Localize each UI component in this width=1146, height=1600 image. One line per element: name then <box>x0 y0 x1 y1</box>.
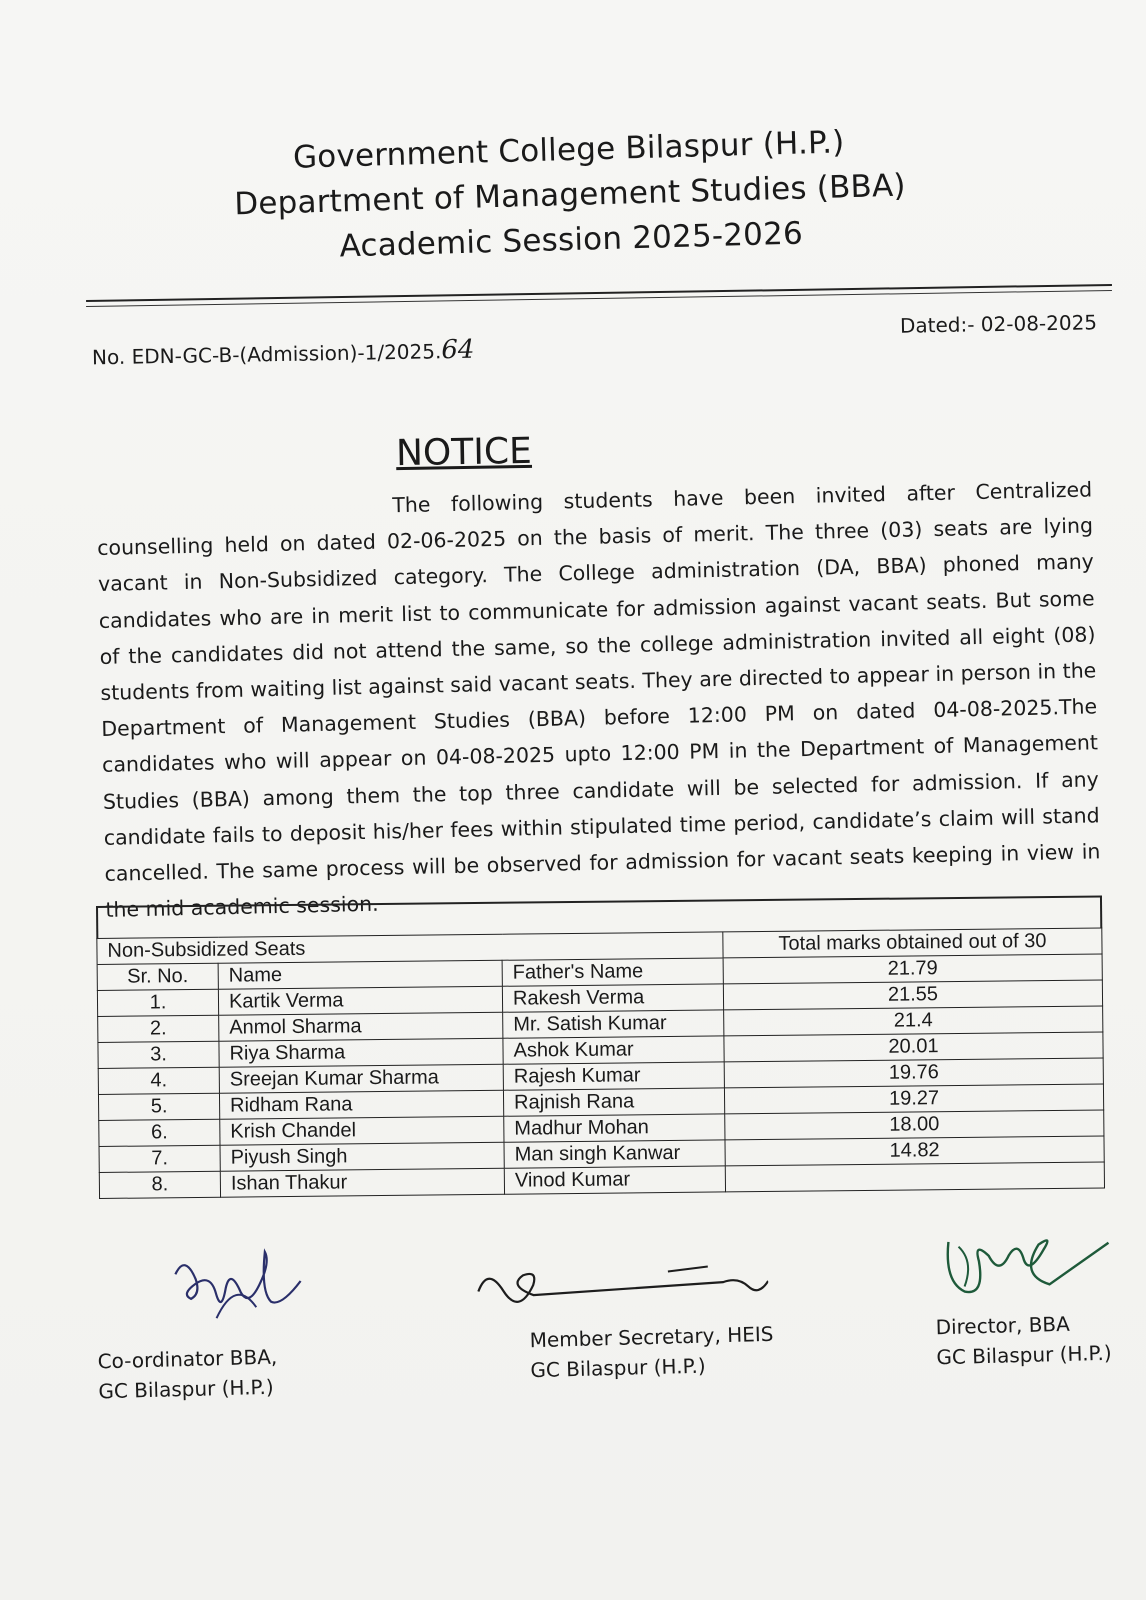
notice-title: NOTICE <box>395 430 533 475</box>
candidates-table-wrapper <box>96 895 1105 1199</box>
table-caption: Non-Subsidized Seats <box>97 932 723 965</box>
table-cell-name: Piyush Singh <box>220 1142 504 1171</box>
table-cell-name: Kartik Verma <box>218 986 502 1015</box>
table-cell-sr: 7. <box>99 1145 220 1172</box>
table-cell-sr: 8. <box>99 1171 220 1198</box>
table-cell-empty <box>725 1162 1104 1192</box>
table-cell-sr: 6. <box>99 1119 220 1146</box>
signature-director-icon <box>933 1228 1116 1343</box>
notice-body <box>96 471 1102 928</box>
table-cell-name: Ishan Thakur <box>220 1168 504 1197</box>
table-cell-father: Ashok Kumar <box>503 1036 724 1064</box>
notice-body-text: The following students have been invited after Centralized counselling held on dated 02-06-2025 on the basis of merit. The three (03) seats are lying vacant in Non-Subsidized category. The College administration (DA, BBA) phoned many candidates who are in merit list to communicate for admission against vacant seats. But some of the candidates did not attend the same, so the college administration invited all eight (08) students from waiting list against said vacant seats. They are directed to appear in person in the Department of Management Studies (BBA) before 12:00 PM on dated 04-08-2025.The candidates who will appear on 04-08-2025 upto 12:00 PM in the Department of Management Studies (BBA) among them the top three candidate will be selected for admission. If any candidate fails to deposit his/her fees within stipulated time period, candidate’s claim will stand cancelled. The same process will be observed for admission for vacant seats keeping in view in the mid academic session. <box>96 477 1101 923</box>
department-name: Department of Management Studies (BBA) <box>233 167 907 223</box>
col-header-name: Name <box>218 960 502 989</box>
signatory-coordinator <box>97 1342 278 1407</box>
table-cell-marks: 21.55 <box>723 980 1102 1010</box>
reference-number <box>92 335 475 372</box>
reference-handwritten-number: 64 <box>441 334 475 366</box>
table-cell-marks: 18.00 <box>725 1110 1104 1140</box>
table-cell-name: Krish Chandel <box>220 1116 504 1145</box>
academic-session: Academic Session 2025-2026 <box>339 215 804 265</box>
table-cell-marks: 14.82 <box>725 1136 1104 1166</box>
table-cell-sr: 3. <box>98 1041 219 1068</box>
reference-prefix: No. EDN-GC-B-(Admission)-1/2025. <box>91 339 442 370</box>
table-cell-marks: 19.76 <box>724 1058 1103 1088</box>
document-header <box>148 116 991 274</box>
table-cell-father: Rajesh Kumar <box>503 1062 724 1090</box>
candidates-table <box>96 927 1105 1199</box>
signatory-member-secretary <box>529 1319 774 1385</box>
table-cell-name: Riya Sharma <box>219 1038 503 1067</box>
member-secretary-place: GC Bilaspur (H.P.) <box>530 1353 706 1383</box>
col-header-father: Father's Name <box>502 958 723 986</box>
table-cell-name: Sreejan Kumar Sharma <box>219 1064 503 1093</box>
table-cell-marks: 19.27 <box>724 1084 1103 1114</box>
table-cell-sr: 5. <box>98 1093 219 1120</box>
col-header-marks: Total marks obtained out of 30 <box>723 928 1102 958</box>
member-secretary-title: Member Secretary, HEIS <box>529 1321 774 1353</box>
coordinator-title: Co-ordinator BBA, <box>97 1344 278 1374</box>
coordinator-place: GC Bilaspur (H.P.) <box>98 1374 274 1404</box>
director-place: GC Bilaspur (H.P.) <box>936 1340 1112 1370</box>
signature-coordinator-icon <box>154 1230 327 1354</box>
director-title: Director, BBA <box>935 1311 1071 1340</box>
table-cell-sr: 4. <box>98 1067 219 1094</box>
signatory-director <box>935 1308 1112 1373</box>
table-cell-marks: 20.01 <box>724 1032 1103 1062</box>
table-cell-father: Rajnish Rana <box>503 1088 724 1116</box>
table-cell-sr: 2. <box>98 1015 219 1042</box>
table-cell-sr: 1. <box>97 989 218 1016</box>
table-cell-father: Rakesh Verma <box>502 984 723 1012</box>
col-header-sr: Sr. No. <box>97 963 218 990</box>
table-cell-name: Ridham Rana <box>219 1090 503 1119</box>
table-cell-father: Mr. Satish Kumar <box>503 1010 724 1038</box>
table-cell-father: Vinod Kumar <box>504 1166 725 1194</box>
table-cell-name: Anmol Sharma <box>219 1012 503 1041</box>
signature-member-secretary-icon <box>467 1249 769 1327</box>
college-name: Government College Bilaspur (H.P.) <box>292 124 845 176</box>
table-cell-marks: 21.4 <box>724 1006 1103 1036</box>
table-cell-father: Man singh Kanwar <box>504 1140 725 1168</box>
dated-label: Dated:- 02-08-2025 <box>899 310 1098 338</box>
table-cell-marks: 21.79 <box>723 954 1102 984</box>
table-cell-father: Madhur Mohan <box>504 1114 725 1142</box>
